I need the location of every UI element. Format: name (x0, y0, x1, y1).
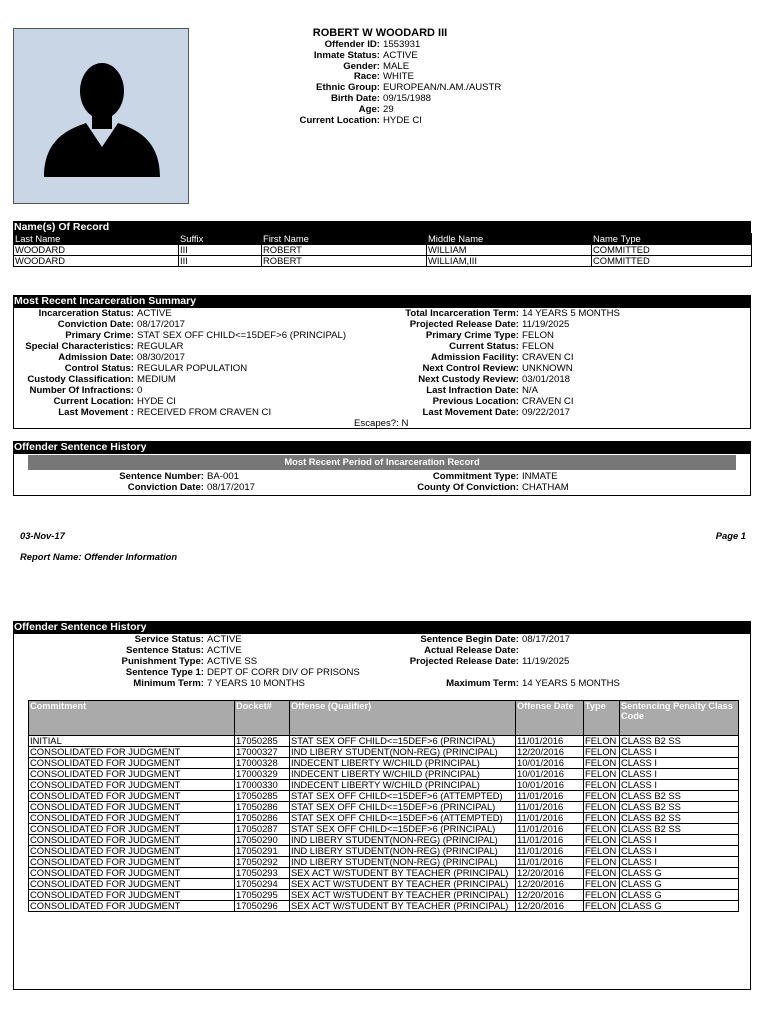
names-table (13, 233, 752, 267)
field-row (200, 94, 600, 105)
field-label: Custody Classification: (27, 374, 134, 385)
field-row (14, 634, 394, 645)
field-label: Gender: (343, 60, 380, 72)
field-label: Control Status: (64, 363, 134, 374)
column-header: First Name (262, 234, 427, 245)
field-row (344, 330, 744, 341)
field-label: Number Of Infractions: (29, 385, 134, 396)
field-row (14, 330, 384, 341)
field-label: Conviction Date: (57, 319, 134, 330)
column-header: Docket# (235, 701, 290, 736)
table-row (29, 868, 739, 879)
table-cell: FELON (584, 901, 620, 912)
sentence-number-value: BA-001 (207, 471, 239, 482)
field-row (14, 407, 384, 418)
table-cell: CONSOLIDATED FOR JUDGMENT (29, 901, 235, 912)
table-cell: STAT SEX OFF CHILD<=15DEF>6 (ATTEMPTED) (290, 791, 516, 802)
table-row (29, 846, 739, 857)
page-number: Page 1 (715, 530, 746, 541)
field-label: Sentence Type 1: (125, 667, 204, 678)
field-row (344, 374, 744, 385)
table-cell: FELON (584, 791, 620, 802)
table-cell: FELON (584, 802, 620, 813)
field-value: CRAVEN CI (522, 396, 574, 407)
table-cell: STAT SEX OFF CHILD<=15DEF>6 (PRINCIPAL) (290, 824, 516, 835)
field-value: FELON (522, 341, 554, 352)
table-cell: 11/01/2016 (516, 824, 584, 835)
field-row (200, 116, 600, 127)
table-cell: 17050286 (235, 813, 290, 824)
table-row (29, 901, 739, 912)
sentence-history-detail-section (13, 621, 751, 990)
field-value: ACTIVE (207, 634, 242, 645)
table-cell: 17050285 (235, 791, 290, 802)
table-cell: 17000327 (235, 747, 290, 758)
field-value: EUROPEAN/N.AM./AUSTR (383, 82, 502, 94)
table-cell: 17050291 (235, 846, 290, 857)
report-name: Report Name: Offender Information (20, 551, 178, 562)
table-cell: WILLIAM,III (427, 256, 592, 267)
field-row (344, 341, 744, 352)
section-title: Most Recent Incarceration Summary (13, 295, 751, 307)
field-value: 03/01/2018 (522, 374, 571, 385)
section-title: Offender Sentence History (13, 621, 751, 633)
table-cell: 17050292 (235, 857, 290, 868)
incarceration-summary-section (13, 295, 751, 429)
section-title: Name(s) Of Record (13, 221, 751, 233)
field-value: FELON (522, 330, 554, 341)
table-cell: FELON (584, 846, 620, 857)
field-label: Last Movement : (58, 407, 134, 418)
table-cell: FELON (584, 868, 620, 879)
report-date: 03-Nov-17 (20, 530, 65, 541)
table-cell: INDECENT LIBERTY W/CHILD (PRINCIPAL) (290, 769, 516, 780)
table-cell: FELON (584, 747, 620, 758)
table-cell: 17050286 (235, 802, 290, 813)
table-cell: 10/01/2016 (516, 769, 584, 780)
table-cell: 17000328 (235, 758, 290, 769)
field-label: Inmate Status: (313, 49, 380, 61)
offender-photo (13, 28, 189, 204)
field-value: ACTIVE SS (207, 656, 258, 667)
table-cell: 11/01/2016 (516, 835, 584, 846)
field-label: Incarceration Status: (38, 308, 134, 319)
table-row (29, 824, 739, 835)
field-label: Last Infraction Date: (426, 385, 519, 396)
table-cell: 10/01/2016 (516, 758, 584, 769)
column-header: Offense (Qualifier) (290, 701, 516, 736)
table-cell: 17050285 (235, 736, 290, 747)
field-label: Race: (353, 71, 380, 83)
table-cell: IND LIBERY STUDENT(NON-REG) (PRINCIPAL) (290, 835, 516, 846)
table-cell: ROBERT (262, 256, 427, 267)
field-label: Next Control Review: (422, 363, 519, 374)
column-header: Middle Name (427, 234, 592, 245)
field-label: Current Location: (299, 114, 380, 126)
field-row (344, 308, 744, 319)
table-cell: 17050293 (235, 868, 290, 879)
field-value: MALE (383, 60, 410, 72)
table-cell: CLASS I (620, 780, 739, 791)
field-label: Ethnic Group: (316, 82, 380, 94)
field-label: Current Status: (449, 341, 519, 352)
table-cell: 17050290 (235, 835, 290, 846)
table-cell: CLASS G (620, 890, 739, 901)
table-cell: 11/01/2016 (516, 736, 584, 747)
field-row (14, 374, 384, 385)
field-row (344, 407, 744, 418)
table-row (29, 802, 739, 813)
table-cell: CLASS G (620, 879, 739, 890)
table-cell: CONSOLIDATED FOR JUDGMENT (29, 857, 235, 868)
sentence-number-label: Sentence Number: (119, 471, 204, 482)
table-row (14, 256, 752, 267)
column-header: Offense Date (516, 701, 584, 736)
table-cell: CLASS G (620, 868, 739, 879)
field-label: Service Status: (134, 634, 204, 645)
commitment-type-label: Commitment Type: (432, 471, 519, 482)
section-title: Offender Sentence History (13, 441, 751, 453)
table-cell: INDECENT LIBERTY W/CHILD (PRINCIPAL) (290, 780, 516, 791)
table-cell: 12/20/2016 (516, 901, 584, 912)
field-row (344, 385, 744, 396)
table-cell: CLASS B2 SS (620, 736, 739, 747)
table-cell: FELON (584, 857, 620, 868)
table-row (29, 857, 739, 868)
table-cell: CONSOLIDATED FOR JUDGMENT (29, 780, 235, 791)
column-header: Type (584, 701, 620, 736)
field-label: Sentence Status: (126, 645, 204, 656)
table-cell: SEX ACT W/STUDENT BY TEACHER (PRINCIPAL) (290, 901, 516, 912)
table-cell: 17050295 (235, 890, 290, 901)
field-value: 11/19/2025 (522, 656, 570, 667)
escapes-text: Escapes?: N (354, 418, 409, 429)
field-row (14, 363, 384, 374)
table-cell: SEX ACT W/STUDENT BY TEACHER (PRINCIPAL) (290, 879, 516, 890)
county-value: CHATHAM (522, 482, 569, 493)
table-row (29, 813, 739, 824)
table-row (29, 747, 739, 758)
table-cell: 11/01/2016 (516, 813, 584, 824)
conviction-date-label: Conviction Date: (127, 482, 204, 493)
field-row (14, 341, 384, 352)
field-row (14, 678, 394, 689)
table-cell: 11/01/2016 (516, 802, 584, 813)
table-cell: CONSOLIDATED FOR JUDGMENT (29, 747, 235, 758)
field-value: ACTIVE (137, 308, 172, 319)
table-cell: CONSOLIDATED FOR JUDGMENT (29, 802, 235, 813)
field-label: Actual Release Date: (424, 645, 519, 656)
table-cell: 17050294 (235, 879, 290, 890)
offender-name: ROBERT W WOODARD III (312, 27, 448, 39)
field-row (344, 396, 744, 407)
table-cell: INITIAL (29, 736, 235, 747)
field-label: Offender ID: (324, 39, 380, 50)
table-cell: 10/01/2016 (516, 780, 584, 791)
sentence-detail-box (13, 633, 751, 990)
table-cell: FELON (584, 769, 620, 780)
field-value: 14 YEARS 5 MONTHS (522, 308, 620, 319)
table-row (29, 835, 739, 846)
table-cell: CONSOLIDATED FOR JUDGMENT (29, 813, 235, 824)
table-cell: CLASS I (620, 769, 739, 780)
table-cell: FELON (584, 879, 620, 890)
field-label: Primary Crime Type: (425, 330, 519, 341)
table-cell: CONSOLIDATED FOR JUDGMENT (29, 835, 235, 846)
table-cell: IND LIBERY STUDENT(NON-REG) (PRINCIPAL) (290, 846, 516, 857)
field-row (344, 667, 744, 678)
field-value: 7 YEARS 10 MONTHS (207, 678, 305, 689)
field-value: DEPT OF CORR DIV OF PRISONS (207, 667, 360, 678)
table-cell: CLASS B2 SS (620, 824, 739, 835)
table-row (29, 736, 739, 747)
table-cell: CLASS I (620, 747, 739, 758)
field-label: Projected Release Date: (409, 319, 519, 330)
column-header: Suffix (179, 234, 262, 245)
offender-details (200, 40, 600, 126)
table-cell: 11/01/2016 (516, 857, 584, 868)
table-cell: 12/20/2016 (516, 747, 584, 758)
field-row (14, 645, 394, 656)
table-cell: CLASS B2 SS (620, 802, 739, 813)
field-label: Current Location: (53, 396, 134, 407)
table-cell: 17050296 (235, 901, 290, 912)
field-value: 14 YEARS 5 MONTHS (522, 678, 620, 689)
person-silhouette-icon (14, 29, 188, 203)
field-value: 1553931 (383, 39, 421, 50)
field-label: Sentence Begin Date: (420, 634, 519, 645)
table-row (14, 245, 752, 256)
field-value: 0 (137, 385, 143, 396)
table-cell: STAT SEX OFF CHILD<=15DEF>6 (ATTEMPTED) (290, 813, 516, 824)
table-cell: CLASS B2 SS (620, 813, 739, 824)
field-value: UNKNOWN (522, 363, 573, 374)
table-cell: STAT SEX OFF CHILD<=15DEF>6 (PRINCIPAL) (290, 802, 516, 813)
field-label: Maximum Term: (446, 678, 519, 689)
table-cell: SEX ACT W/STUDENT BY TEACHER (PRINCIPAL) (290, 868, 516, 879)
table-cell: COMMITTED (592, 245, 752, 256)
column-header: Name Type (592, 234, 752, 245)
table-cell: CLASS I (620, 835, 739, 846)
field-value: 08/30/2017 (137, 352, 186, 363)
table-cell: CLASS I (620, 846, 739, 857)
table-cell: WILLIAM (427, 245, 592, 256)
table-cell: INDECENT LIBERTY W/CHILD (PRINCIPAL) (290, 758, 516, 769)
table-cell: CONSOLIDATED FOR JUDGMENT (29, 890, 235, 901)
most-recent-period-header: Most Recent Period of Incarceration Record (28, 455, 736, 470)
sentence-history-box (13, 453, 751, 496)
field-row (200, 51, 600, 62)
commitment-type-value: INMATE (522, 471, 558, 482)
field-value: ACTIVE (383, 49, 418, 61)
table-cell: FELON (584, 824, 620, 835)
field-row (14, 352, 384, 363)
table-cell: 12/20/2016 (516, 890, 584, 901)
table-row (29, 879, 739, 890)
field-row (344, 678, 744, 689)
field-value: N/A (522, 385, 538, 396)
field-value: 09/22/2017 (522, 407, 571, 418)
table-row (29, 890, 739, 901)
field-row (344, 656, 744, 667)
table-cell: ROBERT (262, 245, 427, 256)
field-row (344, 352, 744, 363)
field-value: REGULAR (137, 341, 184, 352)
table-cell: 17000329 (235, 769, 290, 780)
table-cell: CONSOLIDATED FOR JUDGMENT (29, 769, 235, 780)
names-of-record-section (13, 221, 751, 267)
column-header: Commitment (29, 701, 235, 736)
sentence-offense-table (28, 700, 739, 912)
field-row (14, 385, 384, 396)
field-label: Projected Release Date: (409, 656, 519, 667)
field-value: 09/15/1988 (383, 92, 432, 104)
table-row (29, 780, 739, 791)
field-label: Punishment Type: (121, 656, 204, 667)
field-value: STAT SEX OFF CHILD<=15DEF>6 (PRINCIPAL) (137, 330, 347, 341)
table-cell: IND LIBERY STUDENT(NON-REG) (PRINCIPAL) (290, 747, 516, 758)
field-row (14, 396, 384, 407)
field-label: Primary Crime: (65, 330, 134, 341)
field-value: HYDE CI (137, 396, 176, 407)
table-cell: 12/20/2016 (516, 868, 584, 879)
table-cell: 17000330 (235, 780, 290, 791)
field-label: Admission Date: (58, 352, 134, 363)
table-cell: 12/20/2016 (516, 879, 584, 890)
field-value: 29 (383, 103, 394, 115)
field-row (344, 363, 744, 374)
field-label: Total Incarceration Term: (405, 308, 519, 319)
table-cell: 11/01/2016 (516, 791, 584, 802)
field-label: Age: (358, 103, 380, 115)
table-cell: FELON (584, 890, 620, 901)
field-value: RECEIVED FROM CRAVEN CI (137, 407, 272, 418)
table-cell: CONSOLIDATED FOR JUDGMENT (29, 868, 235, 879)
conviction-date-value: 08/17/2017 (207, 482, 256, 493)
table-cell: WOODARD (14, 245, 179, 256)
table-cell: FELON (584, 780, 620, 791)
field-value: 08/17/2017 (137, 319, 186, 330)
field-row (14, 319, 384, 330)
field-label: Admission Facility: (431, 352, 519, 363)
table-cell: SEX ACT W/STUDENT BY TEACHER (PRINCIPAL) (290, 890, 516, 901)
field-label: Last Movement Date: (422, 407, 519, 418)
column-header: Sentencing Penalty Class Code (620, 701, 739, 736)
county-label: County Of Conviction: (417, 482, 519, 493)
table-cell: 17050287 (235, 824, 290, 835)
table-cell: CLASS I (620, 758, 739, 769)
field-value: HYDE CI (383, 114, 422, 126)
field-label: Next Custody Review: (418, 374, 519, 385)
table-cell: III (179, 245, 262, 256)
field-value: ACTIVE (207, 645, 242, 656)
table-cell: CLASS B2 SS (620, 791, 739, 802)
table-cell: CLASS I (620, 857, 739, 868)
table-cell: CONSOLIDATED FOR JUDGMENT (29, 879, 235, 890)
field-label: Minimum Term: (133, 678, 204, 689)
field-label: Birth Date: (330, 92, 380, 104)
field-value: MEDIUM (137, 374, 176, 385)
field-value: WHITE (383, 71, 414, 83)
field-row (14, 656, 394, 667)
table-row (29, 791, 739, 802)
field-row (344, 634, 744, 645)
table-cell: IND LIBERY STUDENT(NON-REG) (PRINCIPAL) (290, 857, 516, 868)
table-cell: CLASS G (620, 901, 739, 912)
table-cell: CONSOLIDATED FOR JUDGMENT (29, 824, 235, 835)
field-value: CRAVEN CI (522, 352, 574, 363)
sentence-history-section (13, 441, 751, 496)
field-label: Previous Location: (432, 396, 519, 407)
field-row (200, 105, 600, 116)
table-row (29, 758, 739, 769)
column-header: Last Name (14, 234, 179, 245)
table-cell: III (179, 256, 262, 267)
table-cell: CONSOLIDATED FOR JUDGMENT (29, 791, 235, 802)
table-row (29, 769, 739, 780)
table-cell: FELON (584, 835, 620, 846)
table-cell: WOODARD (14, 256, 179, 267)
field-value: 11/19/2025 (522, 319, 570, 330)
field-row (344, 645, 744, 656)
incarceration-summary-box (13, 307, 751, 429)
table-cell: 11/01/2016 (516, 846, 584, 857)
table-cell: FELON (584, 736, 620, 747)
field-row (14, 308, 384, 319)
field-label (344, 667, 522, 678)
table-cell: CONSOLIDATED FOR JUDGMENT (29, 758, 235, 769)
field-row (14, 667, 394, 678)
field-value: REGULAR POPULATION (137, 363, 248, 374)
table-cell: COMMITTED (592, 256, 752, 267)
table-cell: FELON (584, 813, 620, 824)
field-row (344, 319, 744, 330)
field-label: Special Characteristics: (25, 341, 134, 352)
table-cell: STAT SEX OFF CHILD<=15DEF>6 (PRINCIPAL) (290, 736, 516, 747)
table-cell: FELON (584, 758, 620, 769)
table-cell: CONSOLIDATED FOR JUDGMENT (29, 846, 235, 857)
field-value: 08/17/2017 (522, 634, 571, 645)
